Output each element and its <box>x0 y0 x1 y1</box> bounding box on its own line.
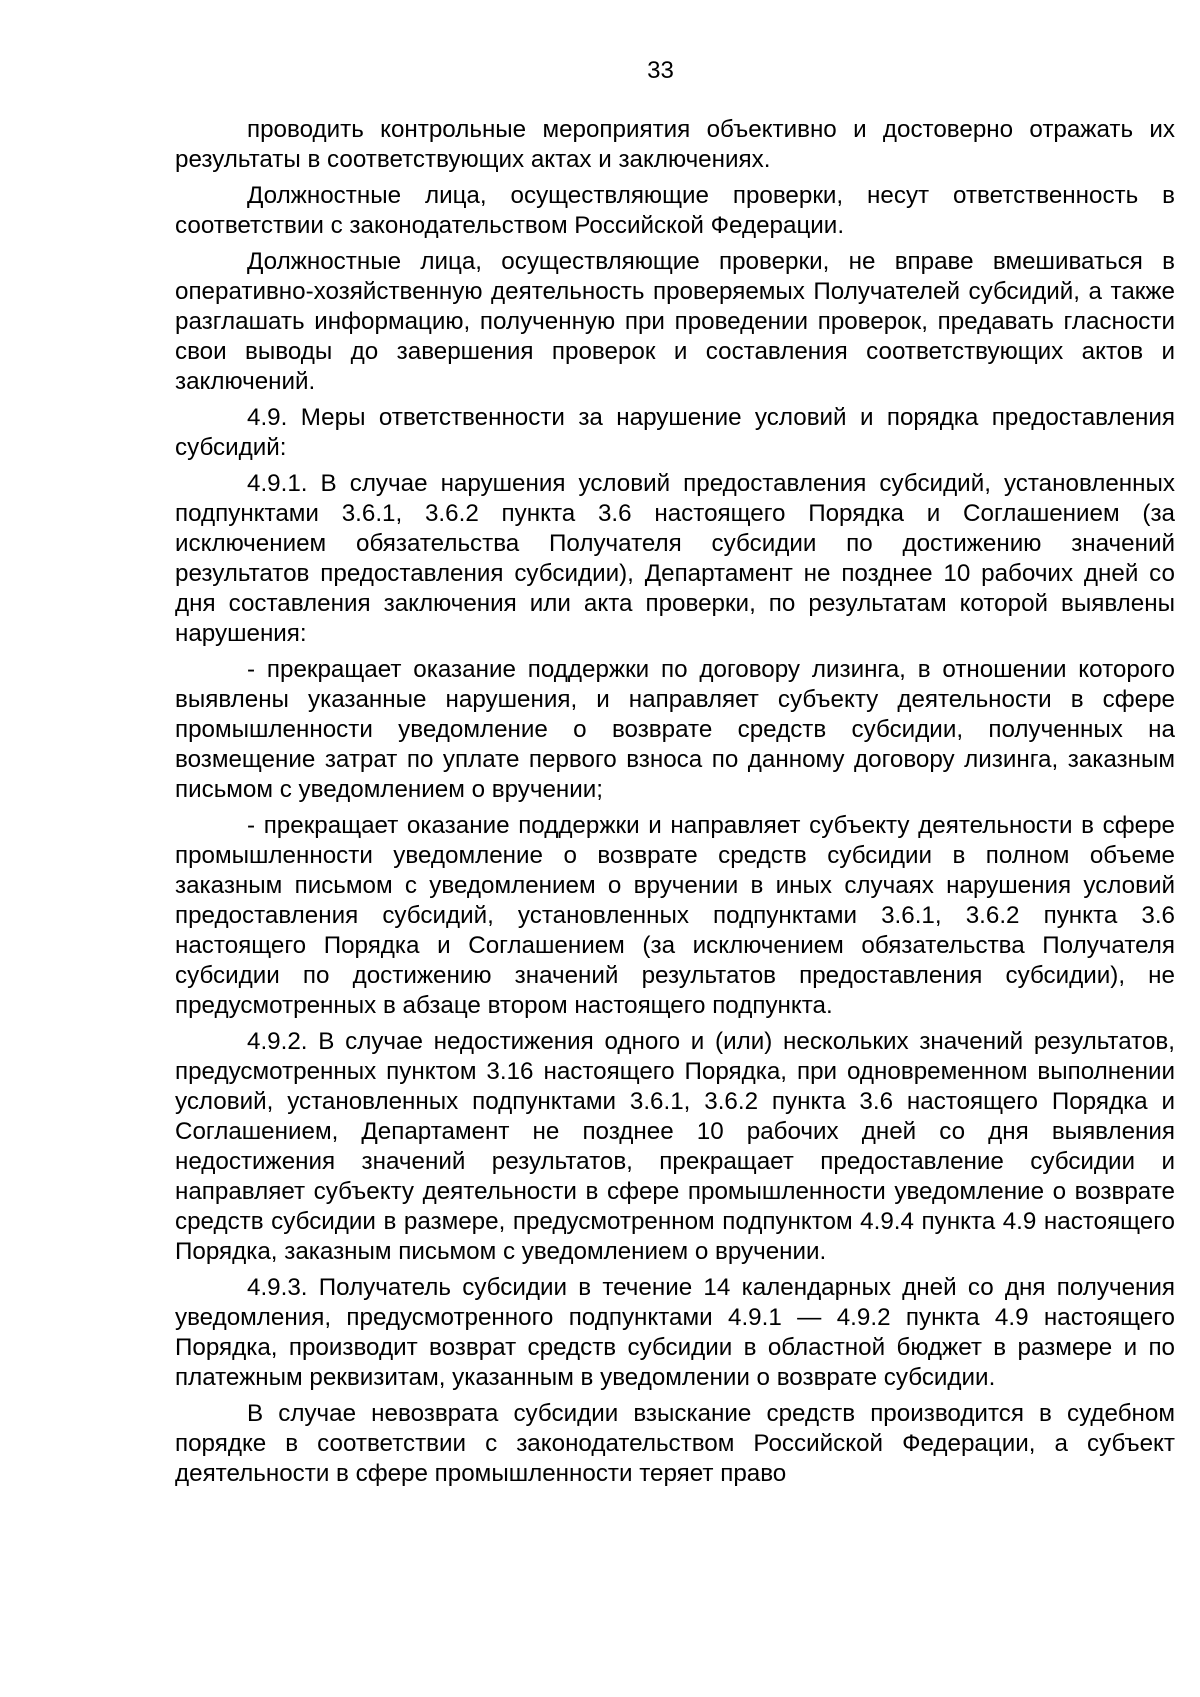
paragraph-non-return-court: В случае невозврата субсидии взыскание средств производится в судебном порядке в соответствии с законодательством Российской Федерации, а субъект деятельности в сфере промышленности теряет право <box>175 1400 1175 1487</box>
paragraph-officials-liability: Должностные лица, осуществляющие проверки, несут ответственность в соответствии с законодательством Российской Федерации. <box>175 182 1175 239</box>
paragraph-control-measures-continued: проводить контрольные мероприятия объективно и достоверно отражать их результаты в соответствующих актах и заключениях. <box>175 116 1175 173</box>
document-body <box>175 115 1175 1495</box>
paragraph-officials-restrictions: Должностные лица, осуществляющие проверки, не вправе вмешиваться в оперативно-хозяйственную деятельность проверяемых Получателей субсидий, а также разглашать информацию, полученную при проведении проверок, предавать гласности свои выводы до завершения проверок и составления соответствующих актов и заключений. <box>175 248 1175 395</box>
paragraph-section-4-9-1: 4.9.1. В случае нарушения условий предоставления субсидий, установленных подпунктами 3.6.1, 3.6.2 пункта 3.6 настоящего Порядка и Соглашением (за исключением обязательства Получателя субсидии по достижению значений результатов предоставления субсидии), Департамент не позднее 10 рабочих дней со дня составления заключения или акта проверки, по результатам которой выявлены нарушения: <box>175 470 1175 647</box>
paragraph-section-4-9-2: 4.9.2. В случае недостижения одного и (или) нескольких значений результатов, предусмотренных пунктом 3.16 настоящего Порядка, при одновременном выполнении условий, установленных подпунктами 3.6.1, 3.6.2 пункта 3.6 настоящего Порядка и Соглашением, Департамент не позднее 10 рабочих дней со дня выявления недостижения значений результатов, прекращает предоставление субсидии и направляет субъекту деятельности в сфере промышленности уведомление о возврате средств субсидии в размере, предусмотренном подпунктом 4.9.4 пункта 4.9 настоящего Порядка, заказным письмом с уведомлением о вручении. <box>175 1028 1175 1265</box>
paragraph-bullet-leasing-support: - прекращает оказание поддержки по договору лизинга, в отношении которого выявлены указанные нарушения, и направляет субъекту деятельности в сфере промышленности уведомление о возврате средств субсидии, полученных на возмещение затрат по уплате первого взноса по данному договору лизинга, заказным письмом с уведомлением о вручении; <box>175 656 1175 803</box>
paragraph-section-4-9-3: 4.9.3. Получатель субсидии в течение 14 календарных дней со дня получения уведомления, предусмотренного подпунктами 4.9.1 — 4.9.2 пункта 4.9 настоящего Порядка, производит возврат средств субсидии в областной бюджет в размере и по платежным реквизитам, указанным в уведомлении о возврате субсидии. <box>175 1274 1175 1391</box>
page-number: 33 <box>647 57 674 84</box>
paragraph-bullet-full-refund: - прекращает оказание поддержки и направляет субъекту деятельности в сфере промышленности уведомление о возврате средств субсидии в полном объеме заказным письмом с уведомлением о вручении в иных случаях нарушения условий предоставления субсидий, установленных подпунктами 3.6.1, 3.6.2 пункта 3.6 настоящего Порядка и Соглашением (за исключением обязательства Получателя субсидии по достижению значений результатов предоставления субсидии), не предусмотренных в абзаце втором настоящего подпункта. <box>175 812 1175 1019</box>
paragraph-section-4-9-heading: 4.9. Меры ответственности за нарушение условий и порядка предоставления субсидий: <box>175 404 1175 461</box>
